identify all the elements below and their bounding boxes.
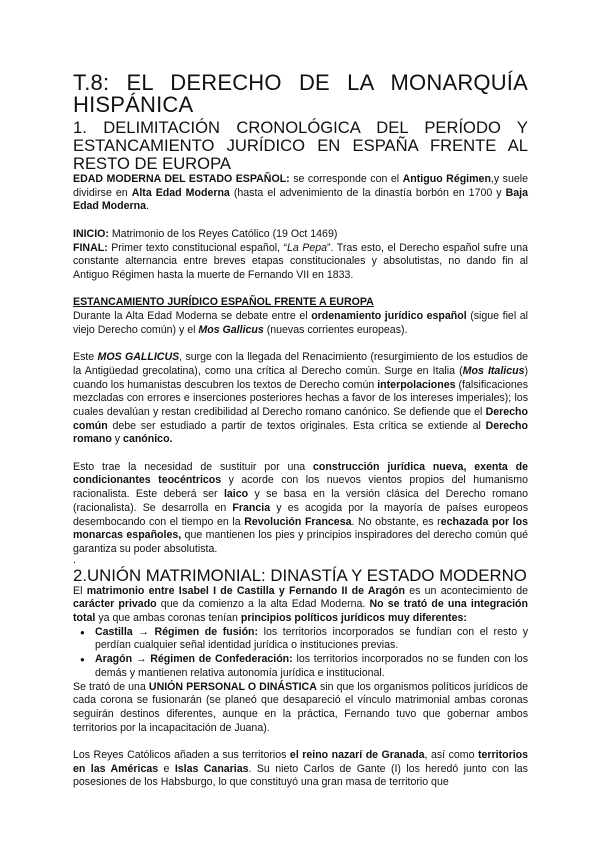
paragraph-union-personal: Se trató de una UNIÓN PERSONAL O DINÁSTICA sin que los organismos políticos jurídicos de cada corona se fusionarán (se planeó que desapareció el vínculo matrimonial ambas coronas seguirán destinos diferentes, aunque en la práctica, Fernando tuvo que gobernar ambos territorios por la incapacitación de Juana). — [73, 680, 529, 734]
section1-heading-line1: 1. DELIMITACIÓN CRONOLÓGICA DEL PERÍODO Y — [73, 118, 528, 137]
paragraph-edad-moderna: EDAD MODERNA DEL ESTADO ESPAÑOL: se corresponde con el Antiguo Régimen,y suele dividirse en Alta Edad Moderna (hasta el advenimiento de la dinastía borbón en 1700 y Baja Edad Moderna. — [73, 173, 528, 213]
paragraph-reyes-catolicos: Los Reyes Católicos añaden a sus territorios el reino nazarí de Granada, así como territorios en las Américas e Islas Canarias. Su nieto Carlos de Gante (I) los heredó junto con las posesiones de los Habsburgo, lo que constituyó una gran masa de territorio que — [73, 749, 529, 789]
section1-heading-line2: ESTANCAMIENTO JURÍDICO EN ESPAÑA FRENTE AL — [73, 136, 528, 155]
stray-dot: . — [73, 553, 76, 566]
list-item-castilla: ● Castilla → Régimen de fusión: los territorios incorporados se fundían con el resto y perdían cualquier señal identidad jurídica o instituciones previas. — [95, 626, 528, 653]
section1-heading-line3: RESTO DE EUROPA — [73, 154, 231, 173]
paragraph-mos-gallicus: Este MOS GALLICUS, surge con la llegada del Renacimiento (resurgimiento de los estudios de la Antigüedad grecolatina), como una crítica al Derecho común. Surge en Italia (Mos Italicus) cuando los humanistas descubren los textos de Derecho común interpolaciones (falsificaciones mezcladas con errores e inserciones posteriores hechas a favor de los intereses imperiales); los cuales devalúan y restan credibilidad al Derecho romano canónico. Se defiende que el Derecho común debe ser estudiado a partir de textos originales. Esta crítica se extiende al Derecho romano y canónico. — [73, 351, 529, 446]
document-page — [73, 72, 528, 790]
paragraph-final: FINAL: Primer texto constitucional español, “La Pepa”. Tras esto, el Derecho español sufre una constante alternancia entre breves etapas constitucionales y absolutistas, no dando fin al Antiguo Régimen hasta la muerte de Fernando VII en 1833. — [73, 241, 528, 281]
document-title-line1: T.8: EL DERECHO DE LA MONARQUÍA — [73, 70, 528, 95]
paragraph-matrimonio: El matrimonio entre Isabel I de Castilla y Fernando II de Aragón es un acontecimiento de carácter privado que da comienzo a la alta Edad Moderna. No se trató de una integración total ya que ambas coronas tenían principios políticos jurídicos muy diferentes: — [73, 584, 528, 625]
subheading-estancamiento: ESTANCAMIENTO JURÍDICO ESPAÑOL FRENTE A EUROPA — [73, 296, 374, 309]
section2-heading: 2.UNIÓN MATRIMONIAL: DINASTÍA Y ESTADO MODERNO — [73, 565, 527, 585]
paragraph-construccion-juridica: Esto trae la necesidad de sustituir por una construcción jurídica nueva, exenta de condicionantes teocéntricos y acorde con los nuevos vientos propios del humanismo racionalista. Este deberá ser laico y se basa en la versión clásica del Derecho romano (racionalista). Se desarrolla en Francia y es acogida por la mayoría de países europeos desembocando con el tiempo en la Revolución Francesa. No obstante, es rechazada por los monarcas españoles, que mantienen los pies y principios inspiradores del derecho común qué garantiza su poder absolutista. — [73, 460, 529, 555]
regimes-list — [73, 626, 528, 681]
paragraph-inicio: INICIO: Matrimonio de los Reyes Católico (19 Oct 1469) — [73, 227, 338, 240]
document-title-line2: HISPÁNICA — [73, 92, 194, 117]
list-item-aragon: ● Aragón → Régimen de Confederación: los territorios incorporados no se funden con los demás y mantienen relativa autonomía jurídica e institucional. — [95, 653, 528, 680]
paragraph-estancamiento: Durante la Alta Edad Moderna se debate entre el ordenamiento jurídico español (sigue fiel al viejo Derecho común) y el Mos Gallicus (nuevas corrientes europeas). — [73, 310, 528, 336]
